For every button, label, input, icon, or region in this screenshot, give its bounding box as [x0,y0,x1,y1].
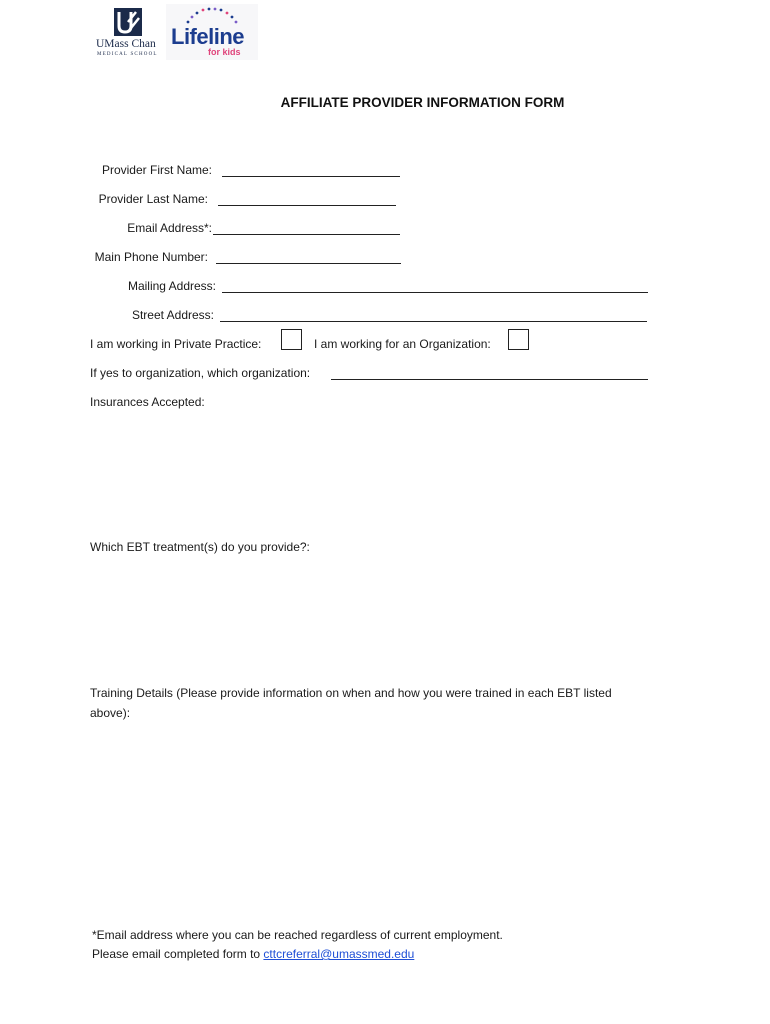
last-name-field[interactable] [218,205,396,206]
email-footnote: *Email address where you can be reached regardless of current employment. [92,928,503,942]
training-details-label: Training Details (Please provide information on when and how you were trained in each EBT listed [90,686,612,700]
lifeline-logo-subtitle: for kids [208,47,241,57]
submission-instruction [92,947,414,961]
submission-instruction-text: Please email completed form to [92,947,261,961]
organization-label: I am working for an Organization: [314,337,491,351]
street-address-label: Street Address: [131,308,214,322]
ebt-treatments-label: Which EBT treatment(s) do you provide?: [90,540,310,554]
phone-label: Main Phone Number: [94,250,208,264]
lifeline-logo [166,4,258,60]
referral-email-link[interactable]: cttcreferral@umassmed.edu [263,947,415,961]
umass-logo-subtitle: MEDICAL SCHOOL [97,52,158,57]
umass-logo-name: UMass Chan [96,38,156,50]
first-name-field[interactable] [222,176,400,177]
private-practice-label: I am working in Private Practice: [90,337,262,351]
email-field[interactable] [213,234,400,235]
phone-field[interactable] [216,263,401,264]
email-label: Email Address*: [127,221,212,235]
mailing-address-field[interactable] [222,292,648,293]
which-organization-label: If yes to organization, which organization: [90,366,311,380]
mailing-address-label: Mailing Address: [127,279,216,293]
first-name-label: Provider First Name: [101,163,212,177]
private-practice-checkbox[interactable] [281,329,302,350]
street-address-field[interactable] [220,321,647,322]
which-organization-field[interactable] [331,379,648,380]
training-details-label-cont: above): [90,706,131,720]
form-title: AFFILIATE PROVIDER INFORMATION FORM [280,95,565,110]
umass-chan-logo [96,8,162,58]
lifeline-logo-word: Lifeline [171,24,245,49]
last-name-label: Provider Last Name: [98,192,208,206]
insurances-label: Insurances Accepted: [90,395,205,409]
umass-shield-icon [114,8,142,36]
organization-checkbox[interactable] [508,329,529,350]
